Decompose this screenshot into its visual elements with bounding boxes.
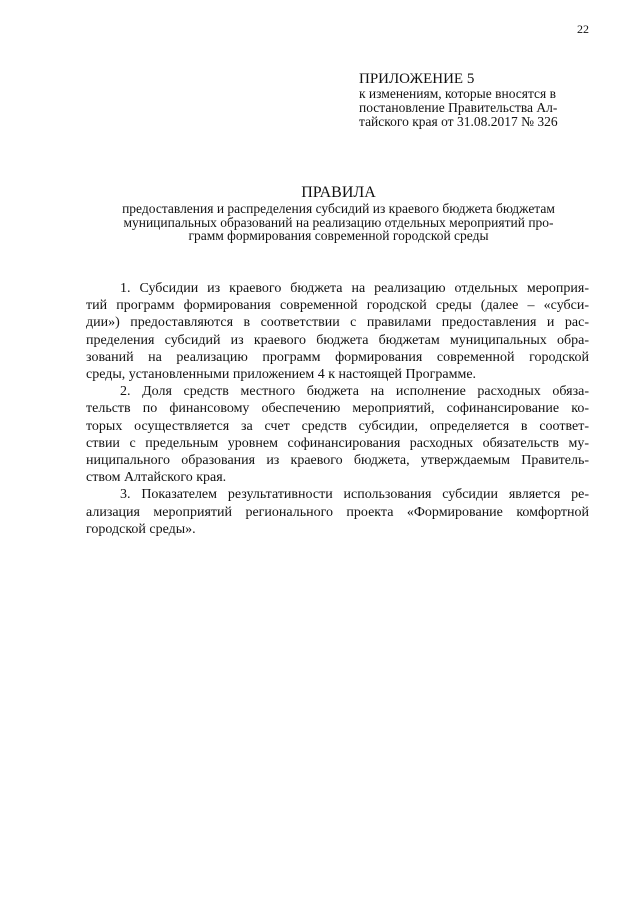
body-line: торых осуществляется за счет средств субсидии, определяется в соответ- <box>86 418 589 434</box>
body-line: ством Алтайского края. <box>86 470 227 486</box>
document-subtitle-line: предоставления и распределения субсидий из краевого бюджета бюджетам <box>122 201 555 216</box>
body-line: 3. Показателем результативности использования субсидии является ре- <box>120 487 589 503</box>
body-line: городской среды». <box>86 521 196 537</box>
body-line: тий программ формирования современной городской среды (далее – «субси- <box>86 298 589 314</box>
body-line: ниципального образования из краевого бюджета, утверждаемым Правитель- <box>86 453 589 469</box>
body-line: 1. Субсидии из краевого бюджета на реализацию отдельных мероприя- <box>120 281 589 296</box>
appendix-title: ПРИЛОЖЕНИЕ 5 <box>359 71 475 87</box>
document-subtitle-line: муниципальных образований на реализацию отдельных мероприятий про- <box>123 214 554 230</box>
body-line: пределения субсидий из краевого бюджета бюджетам муниципальных обра- <box>86 332 589 348</box>
document-heading <box>86 185 591 243</box>
body-line: ализация мероприятий регионального проекта «Формирование комфортной <box>86 504 589 520</box>
appendix-line: постановление Правительства Ал- <box>359 100 558 115</box>
page-number: 22 <box>577 22 589 36</box>
paragraph-1 <box>86 280 589 383</box>
document-subtitle-line: грамм формирования современной городской среды <box>188 228 489 243</box>
document-body <box>86 280 589 538</box>
body-line: зований на реализацию программ формирования современной городской <box>86 349 589 365</box>
body-line: 2. Доля средств местного бюджета на исполнение расходных обяза- <box>120 384 589 400</box>
paragraph-2 <box>86 383 589 486</box>
appendix-header <box>359 71 591 129</box>
body-line: среды, установленными приложением 4 к настоящей Программе. <box>86 367 477 383</box>
appendix-line: тайского края от 31.08.2017 № 326 <box>359 114 558 129</box>
appendix-line: к изменениям, которые вносятся в <box>359 86 557 101</box>
document-title: ПРАВИЛА <box>301 184 376 201</box>
body-line: дии») предоставляются в соответствии с правилами предоставления и рас- <box>86 315 589 331</box>
paragraph-3 <box>86 486 589 538</box>
body-line: ствии с предельным уровнем софинансирования расходных обязательств му- <box>86 435 589 451</box>
body-line: тельств по финансовому обеспечению мероприятий, софинансирование ко- <box>86 401 589 417</box>
